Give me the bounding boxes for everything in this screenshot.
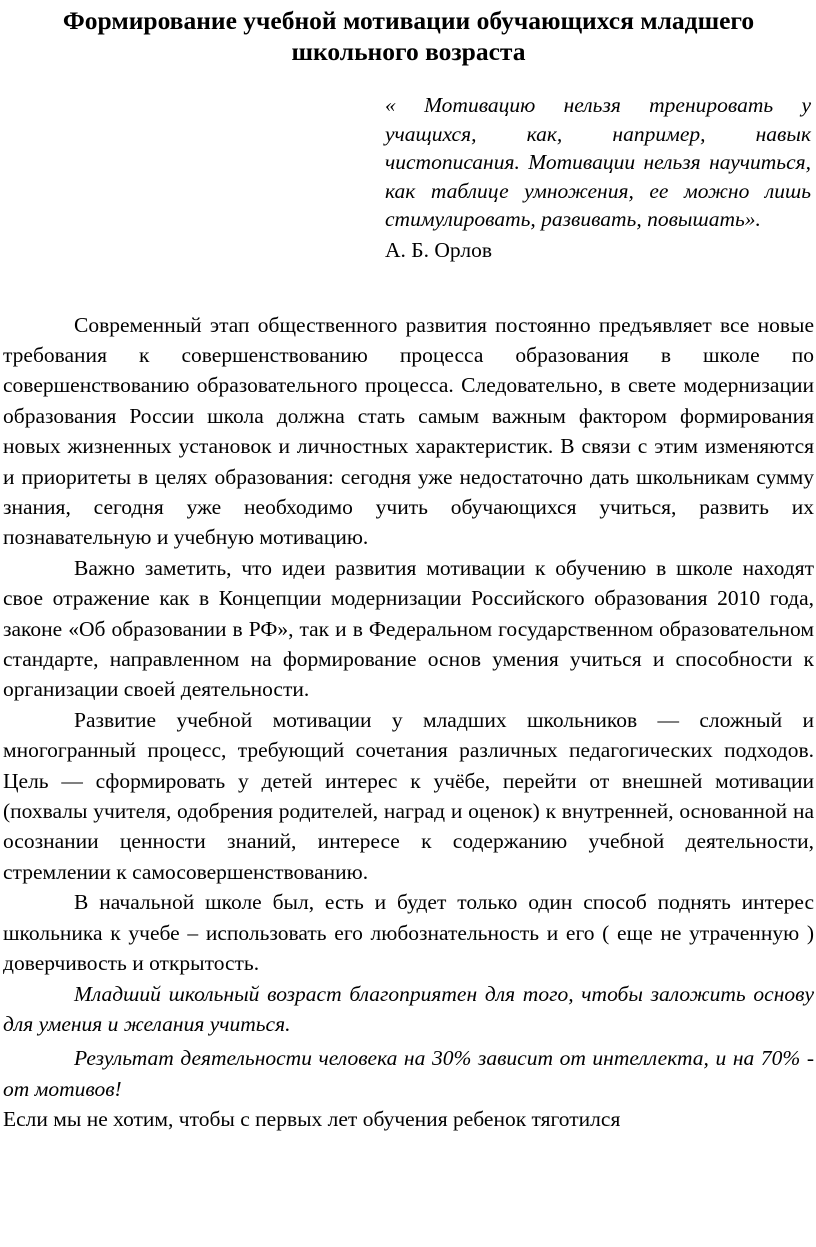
paragraph-if-we-dont-want: Если мы не хотим, чтобы с первых лет обучения ребенок тяготился	[3, 1107, 621, 1132]
paragraph-primary-school: В начальной школе был, есть и будет только один способ поднять интерес школьника к учебе – использовать его любознательность и его ( еще не утраченную ) доверчивость и открытость.	[3, 890, 814, 976]
paragraph-motivation-development: Развитие учебной мотивации у младших школьников — сложный и многогранный процесс, требующий сочетания различных педагогических подходов. Цель — сформировать у детей интерес к учёбе, перейти от внешней мотивации (похвалы учителя, одобрения родителей, наград и оценок) к внутренней, основанной на осознании ценности знаний, интересе к содержанию учебной деятельности, стремлении к самосовершенствованию.	[3, 707, 814, 884]
epigraph-quote: « Мотивацию нельзя тренировать у учащихся, как, например, навык чистописания. Мотивации нельзя научиться, как таблице умножения, ее можно лишь стимулировать, развивать, повышать».	[385, 93, 811, 232]
epigraph-author: А. Б. Орлов	[385, 237, 492, 262]
document-title: Формирование учебной мотивации обучающихся младшего школьного возраста	[62, 6, 755, 66]
epigraph	[385, 91, 811, 265]
paragraph-modern-stage: Современный этап общественного развития постоянно предъявляет все новые требования к совершенствованию процесса образования в школе по совершенствованию образовательного процесса. Следовательно, в свете модернизации образования России школа должна стать самым важным фактором формирования новых жизненных установок и личностных характеристик. В связи с этим изменяются и приоритеты в целях образования: сегодня уже недостаточно дать школьникам сумму знания, сегодня уже необходимо учить обучающихся учиться, развить их познавательную и учебную мотивацию.	[3, 312, 814, 550]
paragraph-motivation-ideas: Важно заметить, что идеи развития мотивации к обучению в школе находят свое отражение как в Концепции модернизации Российского образования 2010 года, законе «Об образовании в РФ», так и в Федеральном государственном образовательном стандарте, направленном на формирование основ умения учиться и способности к организации своей деятельности.	[3, 555, 814, 702]
paragraph-result-percent: Результат деятельности человека на 30% зависит от интеллекта, и на 70% - от мотивов!	[3, 1046, 814, 1101]
document-body	[3, 310, 814, 1135]
paragraph-favorable-age: Младший школьный возраст благоприятен для того, чтобы заложить основу для умения и желания учиться.	[3, 981, 814, 1036]
